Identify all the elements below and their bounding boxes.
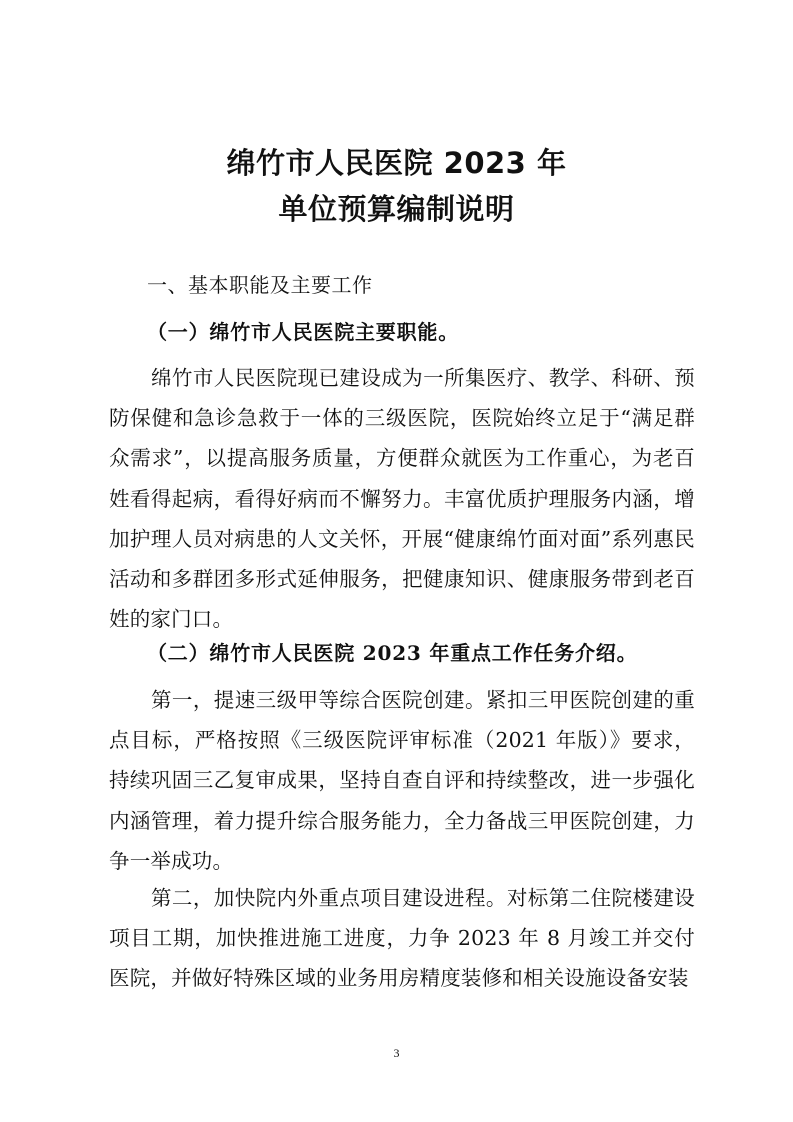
page-number: 3 — [393, 1046, 400, 1060]
section-heading: 一、基本职能及主要工作 — [147, 273, 373, 297]
paragraph-task-2: 第二，加快院内外重点项目建设进程。对标第二住院楼建设项目工期，加快推进施工进度，力争 2023 年 8 月竣工并交付医院，并做好特殊区域的业务用房精度装修和相关设施设备安装 — [109, 886, 695, 991]
paragraph-task-1: 第一，提速三级甲等综合医院创建。紧扣三甲医院创建的重点目标，严格按照《三级医院评审标准（2021 年版）》要求，持续巩固三乙复审成果，坚持自查自评和持续整改，进一步强化内涵管理，着力提升综合服务能力，全力备战三甲医院创建，力争一举成功。 — [109, 688, 695, 873]
paragraph-main-functions: 绵竹市人民医院现已建设成为一所集医疗、教学、科研、预防保健和急诊急救于一体的三级医院，医院始终立足于“满足群众需求”，以提高服务质量，方便群众就医为工作重心，为老百姓看得起病，看得好病而不懈努力。丰富优质护理服务内涵，增加护理人员对病患的人文关怀，开展“健康绵竹面对面”系列惠民活动和多群团多形式延伸服务，把健康知识、健康服务带到老百姓的家门口。 — [109, 366, 695, 632]
subsection-heading-2: （二）绵竹市人民医院 2023 年重点工作任务介绍。 — [147, 641, 638, 665]
subsection-heading-1: （一）绵竹市人民医院主要职能。 — [147, 320, 459, 344]
document-title-line1: 绵竹市人民医院 2023 年 — [226, 146, 567, 180]
document-title-line2: 单位预算编制说明 — [278, 192, 515, 226]
